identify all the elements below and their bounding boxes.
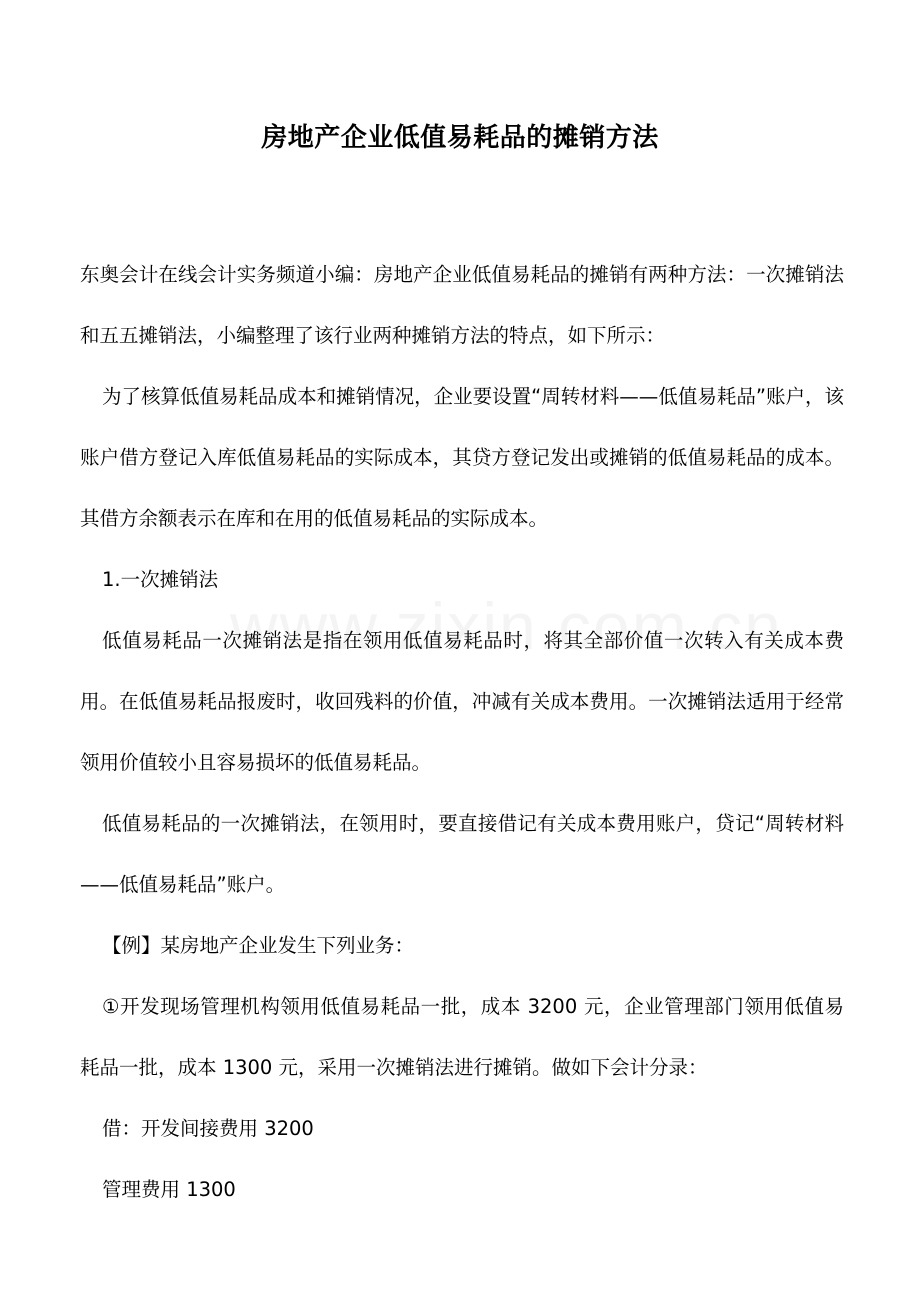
example-heading: 【例】某房地产企业发生下列业务： xyxy=(102,934,415,957)
journal-debit-line: 借：开发间接费用 3200 xyxy=(102,1117,314,1140)
document-title: 房地产企业低值易耗品的摊销方法 xyxy=(261,123,659,153)
example-item-paragraph: ①开发现场管理机构领用低值易耗品一批，成本 3200 元，企业管理部门领用低值易耗品一批，成本 1300 元，采用一次摊销法进行摊销。做如下会计分录： xyxy=(80,995,844,1079)
journal-debit-line-2: 管理费用 1300 xyxy=(102,1178,236,1201)
intro-paragraph: 东奥会计在线会计实务频道小编：房地产企业低值易耗品的摊销有两种方法：一次摊销法和五五摊销法，小编整理了该行业两种摊销方法的特点，如下所示： xyxy=(80,263,844,347)
section-heading: 1.一次摊销法 xyxy=(102,568,219,591)
method-definition-paragraph: 低值易耗品一次摊销法是指在领用低值易耗品时，将其全部价值一次转入有关成本费用。在低值易耗品报废时，收回残料的价值，冲减有关成本费用。一次摊销法适用于经常领用价值较小且容易损坏的低值易耗品。 xyxy=(80,629,844,774)
journal-rule-paragraph: 低值易耗品的一次摊销法，在领用时，要直接借记有关成本费用账户，贷记“周转材料——低值易耗品”账户。 xyxy=(80,812,844,896)
document-body xyxy=(80,244,844,1220)
account-setup-paragraph: 为了核算低值易耗品成本和摊销情况，企业要设置“周转材料——低值易耗品”账户，该账户借方登记入库低值易耗品的实际成本，其贷方登记发出或摊销的低值易耗品的成本。其借方余额表示在库和在用的低值易耗品的实际成本。 xyxy=(80,385,844,530)
